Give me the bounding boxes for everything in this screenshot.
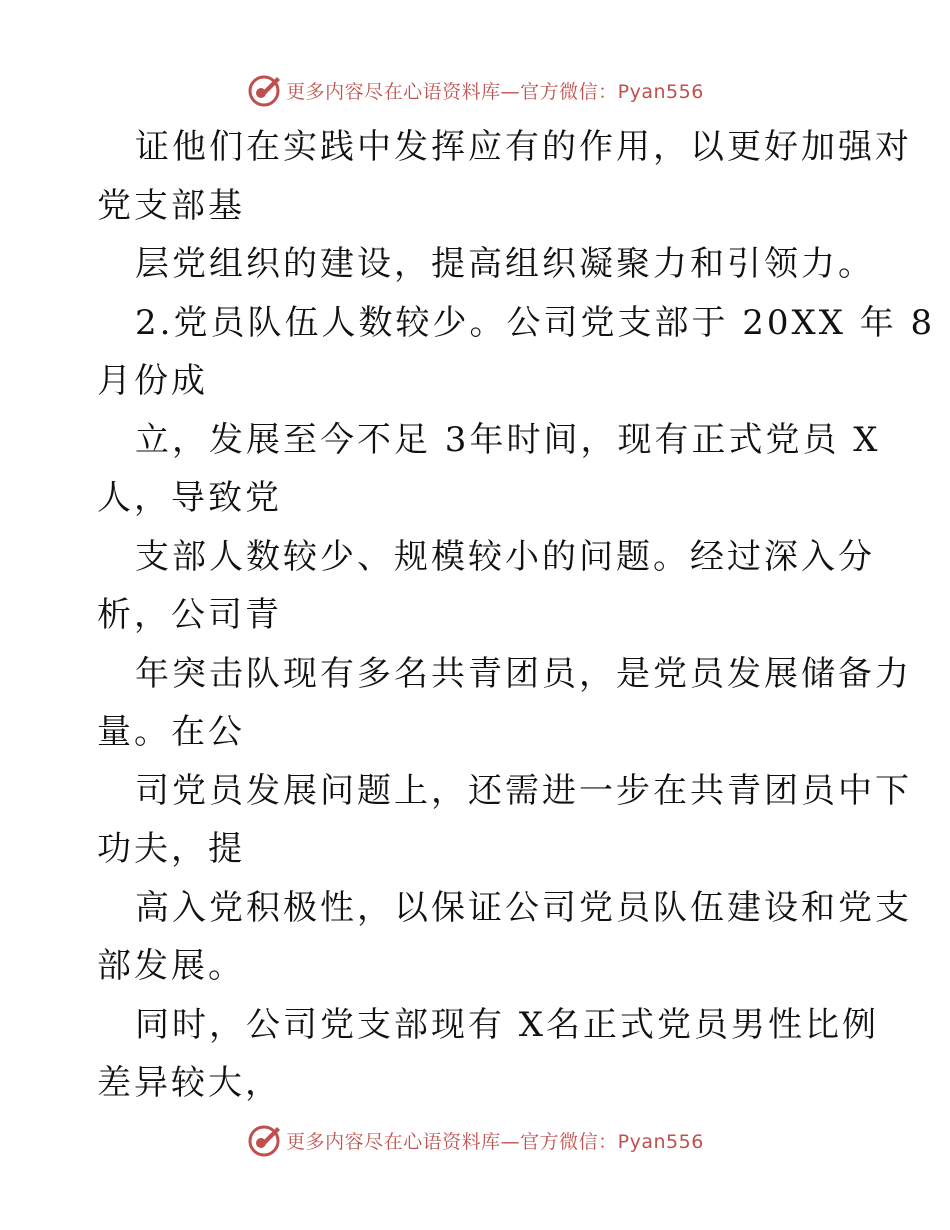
text-line: 部发展。: [97, 946, 245, 986]
pen-logo-icon: [246, 1122, 282, 1158]
document-body: [97, 118, 936, 1113]
text-line: 证他们在实践中发挥应有的作用，以更好加强对: [135, 127, 912, 167]
text-line: 立，发展至今不足 3年时间，现有正式党员 X: [135, 419, 881, 460]
text-line: 党支部基: [97, 185, 245, 226]
text-line: 司党员发展问题上，还需进一步在共青团员中下: [135, 770, 912, 811]
text-line: 高入党积极性，以保证公司党员队伍建设和党支: [135, 887, 912, 928]
text-line: 同时，公司党支部现有 X名正式党员男性比例: [135, 1004, 880, 1045]
text-line: 月份成: [97, 361, 208, 401]
header-banner: [0, 70, 950, 110]
text-line: 人，导致党: [97, 478, 282, 518]
text-line: 量。在公: [97, 712, 245, 752]
text-line: 层党组织的建设，提高组织凝聚力和引领力。: [135, 244, 875, 284]
footer-banner-text: 更多内容尽在心语资料库—官方微信：Pyan556: [286, 1130, 704, 1153]
text-line: 析，公司青: [97, 595, 282, 635]
text-line: 年突击队现有多名共青团员，是党员发展储备力: [135, 653, 912, 694]
footer-banner: [0, 1120, 950, 1160]
text-line: 功夫，提: [97, 829, 245, 869]
pen-logo-icon: [246, 72, 282, 108]
text-line: 差异较大，: [97, 1063, 282, 1103]
text-line: 支部人数较少、规模较小的问题。经过深入分: [135, 536, 875, 577]
header-banner-text: 更多内容尽在心语资料库—官方微信：Pyan556: [286, 80, 704, 103]
text-line: 2.党员队伍人数较少。公司党支部于 20XX 年 8: [135, 302, 936, 343]
